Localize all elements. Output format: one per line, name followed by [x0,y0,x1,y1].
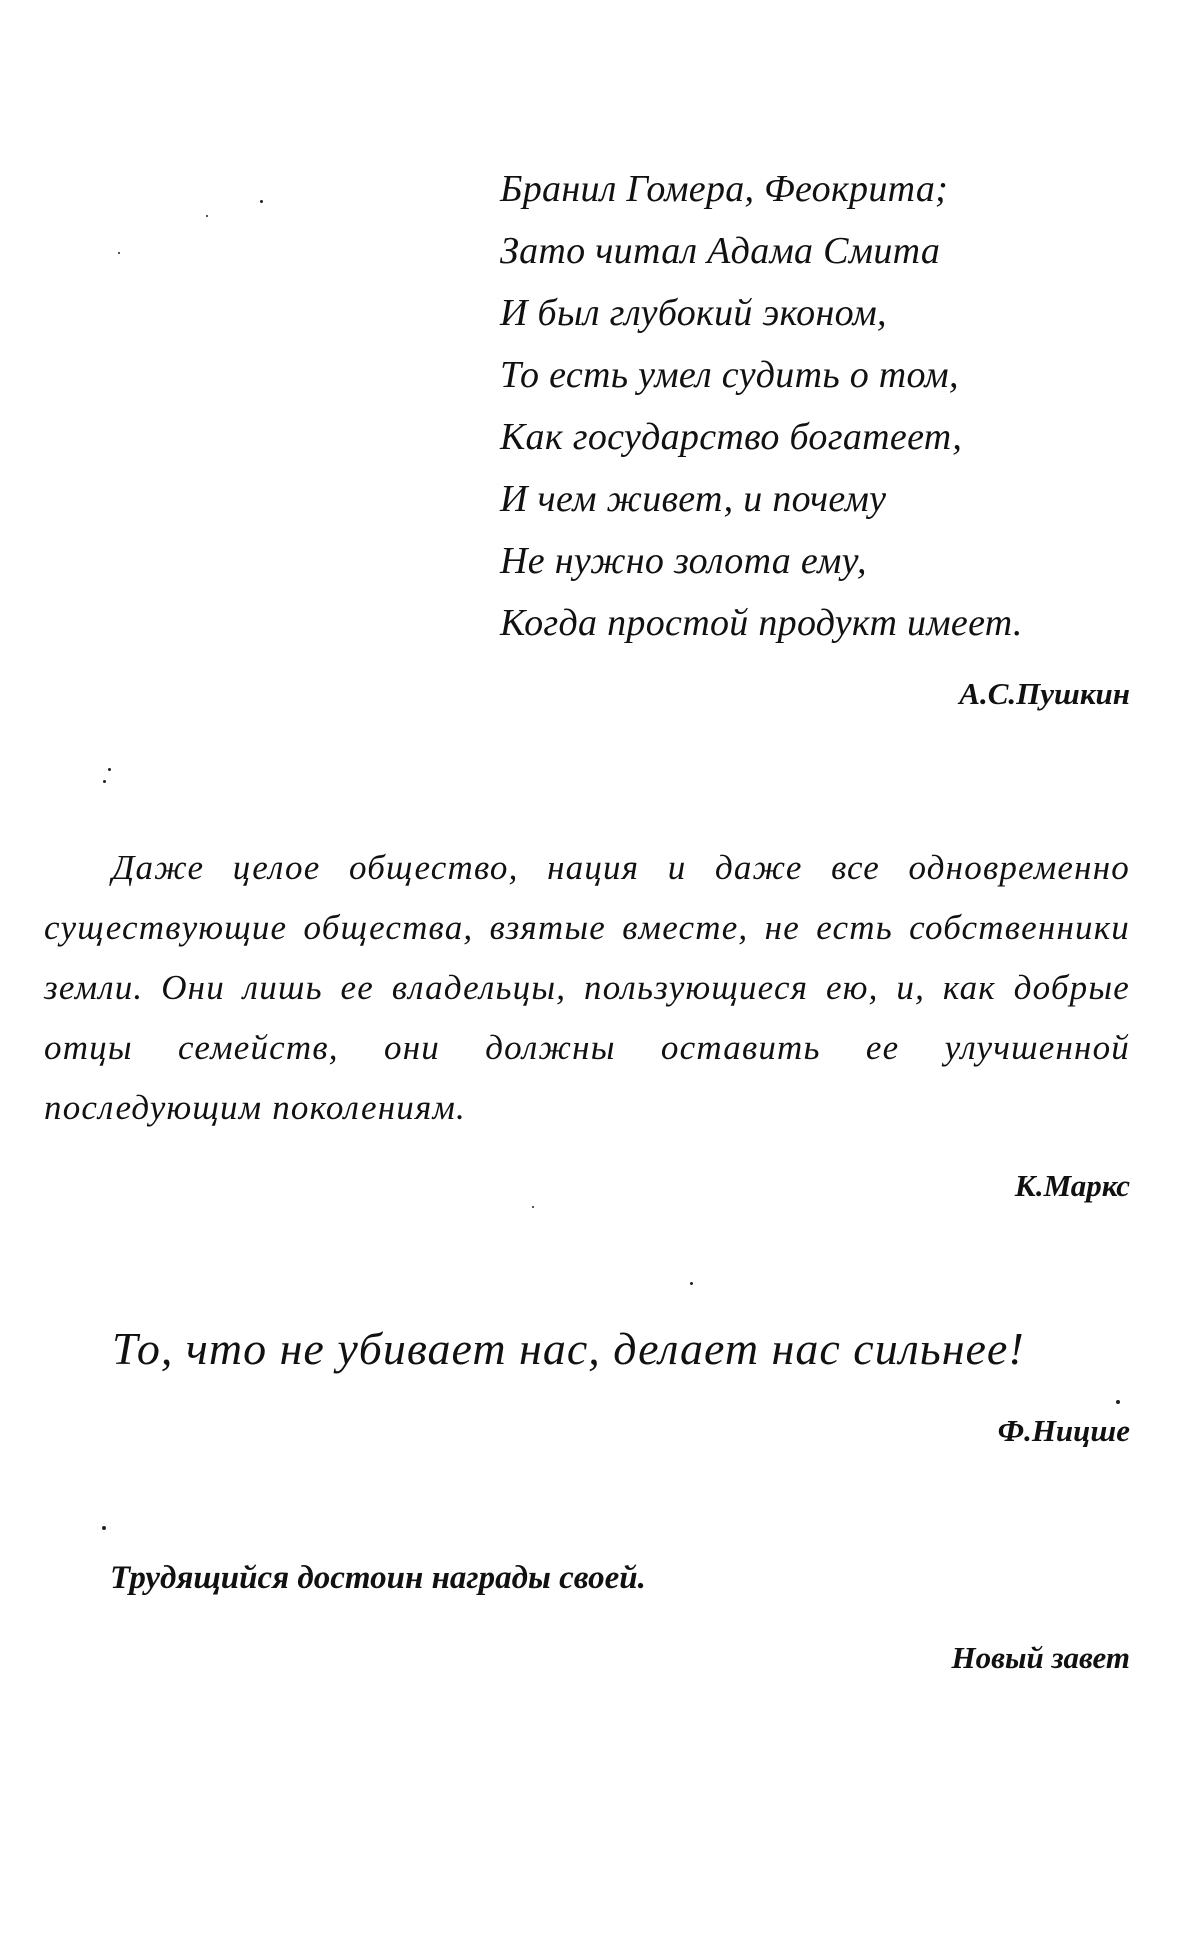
scan-speck [108,768,111,771]
poem-line: Когда простой продукт имеет. [500,602,1023,644]
nietzsche-quote: То, что не убивает нас, делает нас сильнее! [112,1323,1025,1374]
scan-speck [118,252,120,254]
scan-speck [103,780,106,783]
poem-line: Зато читал Адама Смита [500,230,941,272]
poem-line: И чем живет, и почему [500,478,887,520]
pushkin-poem [500,158,1120,654]
new-testament-quote: Трудящийся достоин награды своей. [110,1560,646,1596]
nietzsche-attribution: Ф.Ницше [997,1413,1130,1448]
pushkin-attribution: А.С.Пушкин [959,676,1130,711]
scan-speck [532,1206,534,1208]
scan-speck [206,215,208,217]
poem-line: И был глубокий эконом, [500,292,887,334]
scan-speck [260,200,263,203]
scan-speck [1116,1400,1120,1404]
poem-line: То есть умел судить о том, [500,354,959,396]
marx-attribution: К.Маркс [1014,1168,1130,1203]
poem-line: Не нужно золота ему, [500,540,867,582]
scan-speck [102,1526,106,1530]
poem-line: Бранил Гомера, Феокрита; [500,168,949,210]
marx-quote: Даже целое общество, нация и даже все одновременно существующие общества, взятые вместе, не есть собственники земли. Они лишь ее владельцы, пользующиеся ею, и, как добрые отцы семейств, они должны оставить ее улучшенной последующим поколениям. [44,848,1130,1127]
poem-line: Как государство богатеет, [500,416,963,458]
new-testament-attribution: Новый завет [951,1640,1130,1675]
scan-speck [690,1282,693,1285]
